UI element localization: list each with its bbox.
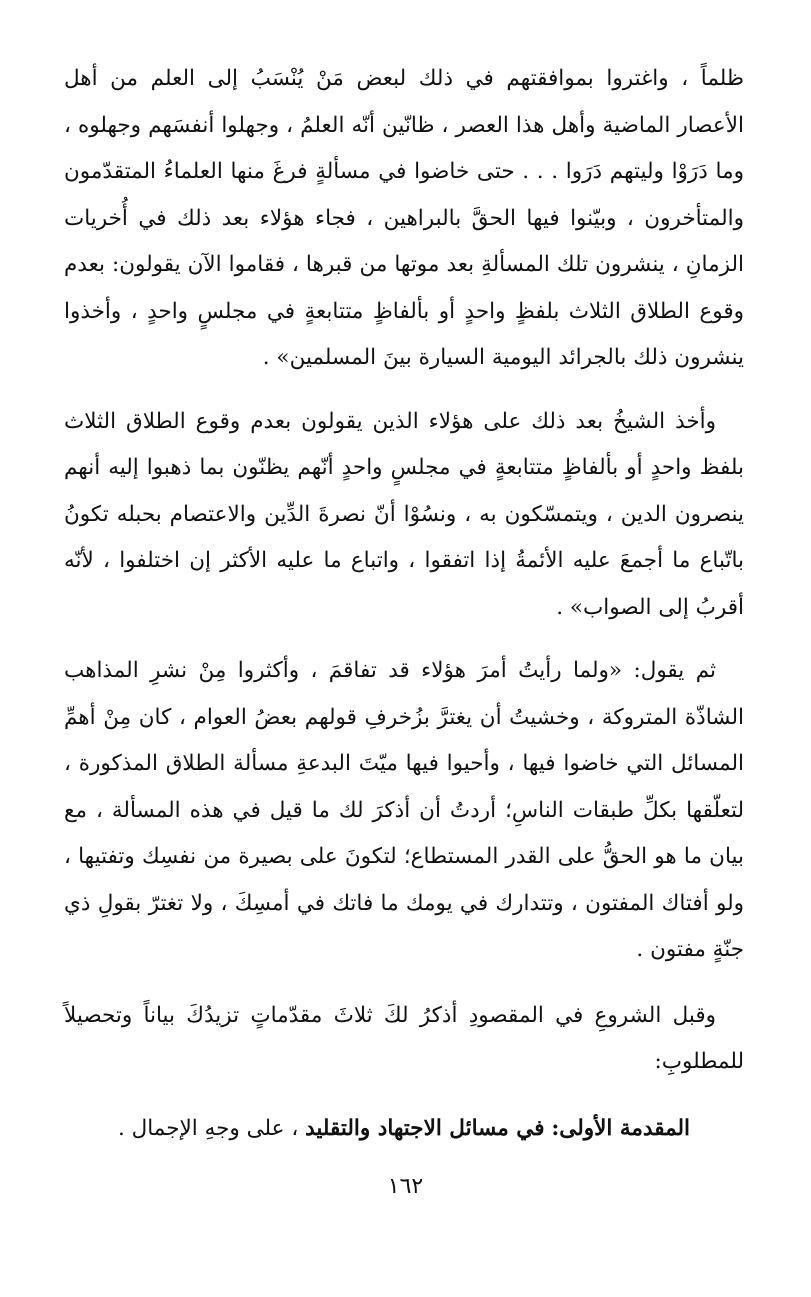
heading-rest: ، على وجهِ الإجمال . <box>117 1115 299 1141</box>
book-page <box>64 56 744 1152</box>
section-heading <box>64 1106 744 1152</box>
paragraph-2: وأخذ الشيخُ بعد ذلك على هؤلاء الذين يقولون بعدم وقوع الطلاق الثلاث بلفظ واحدٍ أو بألفاظٍ متتابعةٍ في مجلسٍ واحدٍ أنّهم يظنّون بما ذهبوا إليه أنهم ينصرون الدين ، ويتمسّكون به ، ونسُوْا أنّ نصرةَ الدِّين والاعتصام بحبله تكونُ باتّباع ما أجمعَ عليه الأئمةُ إذا اتفقوا ، واتباع ما عليه الأكثر إن اختلفوا ، لأنّه أقربُ إلى الصواب» . <box>64 408 744 620</box>
paragraph-4: وقبل الشروعِ في المقصودِ أذكرُ لكَ ثلاثَ مقدّماتٍ تزيدُكَ بياناً وتحصيلاً للمطلوبِ: <box>64 1002 744 1074</box>
paragraph-1: ظلماً ، واغتروا بموافقتهم في ذلك لبعض مَنْ يُنْسَبُ إلى العلم من أهل الأعصار الماضية وأهل هذا العصر ، ظانّين أنّه العلمُ ، وجهلوا أنفسَهم وجهلوه ، وما دَرَوْا وليتهم دَرَوا . . . حتى خاضوا في مسألةٍ فرغَ منها العلماءُ المتقدّمون والمتأخرون ، وبيّنوا فيها الحقَّ بالبراهين ، فجاء هؤلاء بعد ذلك في أُخريات الزمانِ ، ينشرون تلك المسألةِ بعد موتها من قبرها ، فقاموا الآن يقولون: بعدم وقوع الطلاق الثلاث بلفظٍ واحدٍ أو بألفاظٍ متتابعةٍ في مجلسٍ واحدٍ ، وأخذوا ينشرون ذلك بالجرائد اليومية السيارة بينَ المسلمين» . <box>64 66 744 370</box>
page-number: ١٦٢ <box>387 1174 424 1199</box>
paragraph-3: ثم يقول: «ولما رأيتُ أمرَ هؤلاء قد تفاقمَ ، وأكثروا مِنْ نشرِ المذاهب الشاذّة المتروكة ، وخشيتُ أن يغترَّ بزُخرفِ قولهم بعضُ العوام ، كان مِنْ أهمِّ المسائل التي خاضوا فيها ، وأحيوا فيها ميّتَ البدعةِ مسألة الطلاق المذكورة ، لتعلّقها بكلِّ طبقات الناسِ؛ أردتُ أن أذكرَ لك ما قيل في هذه المسألة ، مع بيان ما هو الحقُّ على القدر المستطاع؛ لتكونَ على بصيرة من نفسِك وتفتيها ، ولو أفتاك المفتون ، وتتدارك في يومك ما فاتك في أمسِكَ ، ولا تغترّ بقولِ ذي جنّةٍ مفتون . <box>64 658 744 962</box>
heading-topic: في مسائل الاجتهاد والتقليد <box>305 1115 545 1141</box>
heading-label: المقدمة الأولى: <box>551 1115 691 1141</box>
